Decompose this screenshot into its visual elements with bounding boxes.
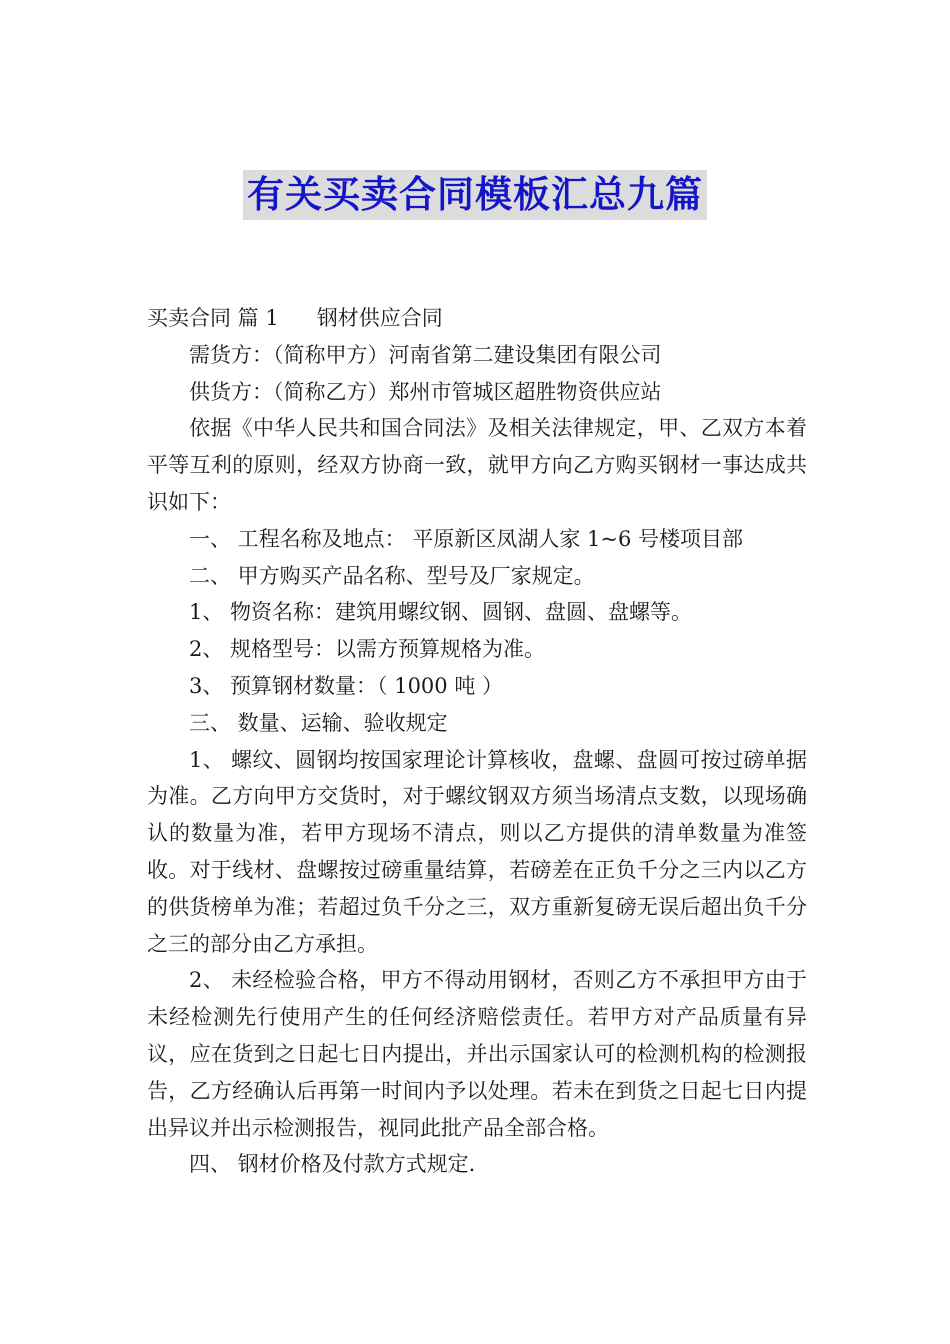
contract-subject: 钢材供应合同 [316,306,443,330]
document-title-block [0,170,950,220]
contract-label: 买卖合同 篇 1 [147,306,279,330]
clause-3-2: 2、 未经检验合格，甲方不得动用钢材，否则乙方不承担甲方由于未经检测先行使用产生的任何经济赔偿责任。若甲方对产品质量有异议，应在货到之日起七日内提出，并出示国家认可的检测机构的检测报告，乙方经确认后再第一时间内予以处理。若未在到货之日起七日内提出异议并出示检测报告，视同此批产品全部合格。 [147,968,807,1140]
clause-3: 三、 数量、运输、验收规定 [189,710,448,735]
preamble-paragraph: 依据《中华人民共和国合同法》及相关法律规定，甲、乙双方本着平等互利的原则，经双方协商一致，就甲方向乙方购买钢材一事达成共识如下： [147,416,807,514]
clause-1: 一、 工程名称及地点： 平原新区凤湖人家 1~6 号楼项目部 [189,526,744,551]
document-title: 有关买卖合同模板汇总九篇 [243,170,707,220]
clause-3-1: 1、 螺纹、圆钢均按国家理论计算核收，盘螺、盘圆可按过磅单据为准。乙方向甲方交货时，对于螺纹钢双方须当场清点支数，以现场确认的数量为准，若甲方现场不清点，则以乙方提供的清单数量为准签收。对于线材、盘螺按过磅重量结算，若磅差在正负千分之三内以乙方的供货榜单为准；若超过负千分之三，双方重新复磅无误后超出负千分之三的部分由乙方承担。 [147,747,807,956]
clause-2-1: 1、 物资名称：建筑用螺纹钢、圆钢、盘圆、盘螺等。 [189,600,693,625]
clause-2-3: 3、 预算钢材数量：（ 1000 吨 ） [189,673,504,698]
clause-2-2: 2、 规格型号：以需方预算规格为准。 [189,637,546,662]
section-heading [147,300,807,337]
seller-line: 供货方：（简称乙方）郑州市管城区超胜物资供应站 [189,379,662,404]
document-body [147,300,807,1183]
buyer-line: 需货方：（简称甲方）河南省第二建设集团有限公司 [189,342,662,367]
clause-4: 四、 钢材价格及付款方式规定. [189,1152,476,1177]
clause-2: 二、 甲方购买产品名称、型号及厂家规定。 [189,563,595,588]
